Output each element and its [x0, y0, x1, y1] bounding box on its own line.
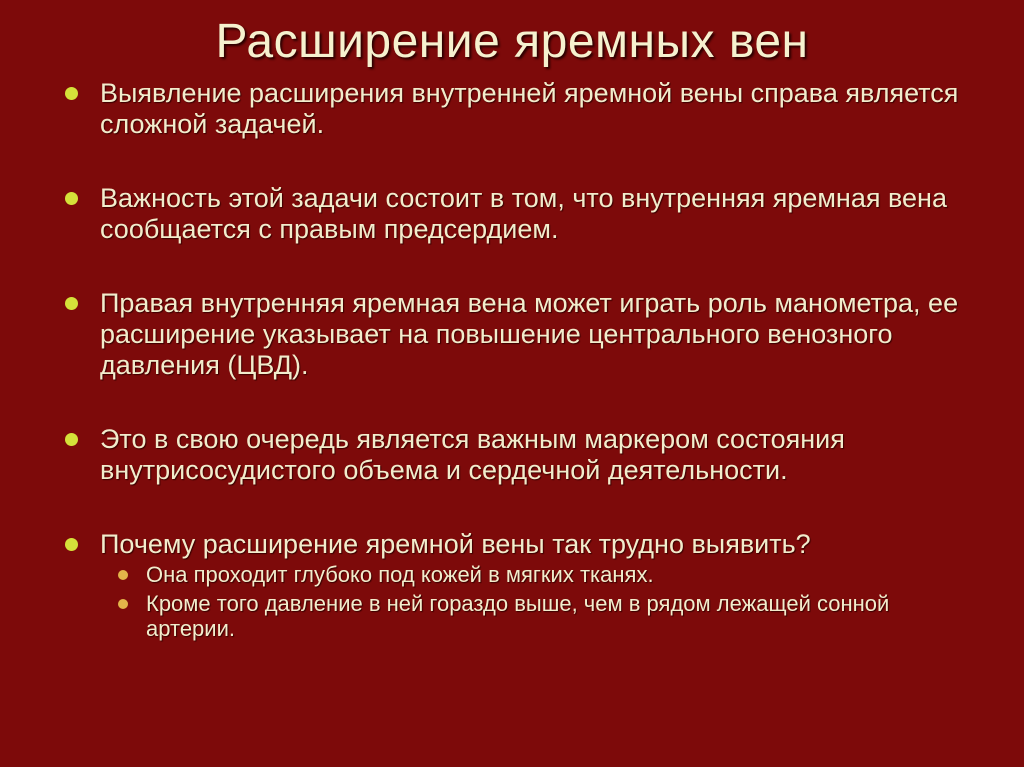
bullet-item	[60, 529, 980, 641]
bullet-list	[60, 78, 980, 641]
bullet-item	[60, 183, 980, 245]
bullet-text: Правая внутренняя яремная вена может играть роль манометра, ее расширение указывает на повышение центрального венозного давления (ЦВД).	[100, 288, 959, 380]
sub-bullet-dot-icon	[118, 599, 128, 609]
sub-bullet-text: Кроме того давление в ней гораздо выше, чем в рядом лежащей сонной артерии.	[146, 591, 890, 641]
bullet-item	[60, 78, 980, 140]
slide-title: Расширение яремных вен	[215, 15, 809, 68]
bullet-dot-icon	[65, 87, 78, 100]
bullet-dot-icon	[65, 433, 78, 446]
sub-bullet-dot-icon	[118, 570, 128, 580]
bullet-dot-icon	[65, 538, 78, 551]
bullet-item	[60, 424, 980, 486]
sub-bullet-item	[100, 562, 980, 587]
sub-bullet-list	[100, 562, 980, 641]
bullet-dot-icon	[65, 192, 78, 205]
bullet-text: Почему расширение яремной вены так трудно выявить?	[100, 529, 811, 559]
bullet-text: Выявление расширения внутренней яремной вены справа является сложной задачей.	[100, 78, 959, 139]
bullet-text: Важность этой задачи состоит в том, что внутренняя яремная вена сообщается с правым предсердием.	[100, 183, 947, 244]
sub-bullet-text: Она проходит глубоко под кожей в мягких тканях.	[146, 562, 654, 587]
bullet-text: Это в свою очередь является важным маркером состояния внутрисосудистого объема и сердечной деятельности.	[100, 424, 845, 485]
bullet-dot-icon	[65, 297, 78, 310]
sub-bullet-item	[100, 591, 980, 641]
bullet-item	[60, 288, 980, 381]
